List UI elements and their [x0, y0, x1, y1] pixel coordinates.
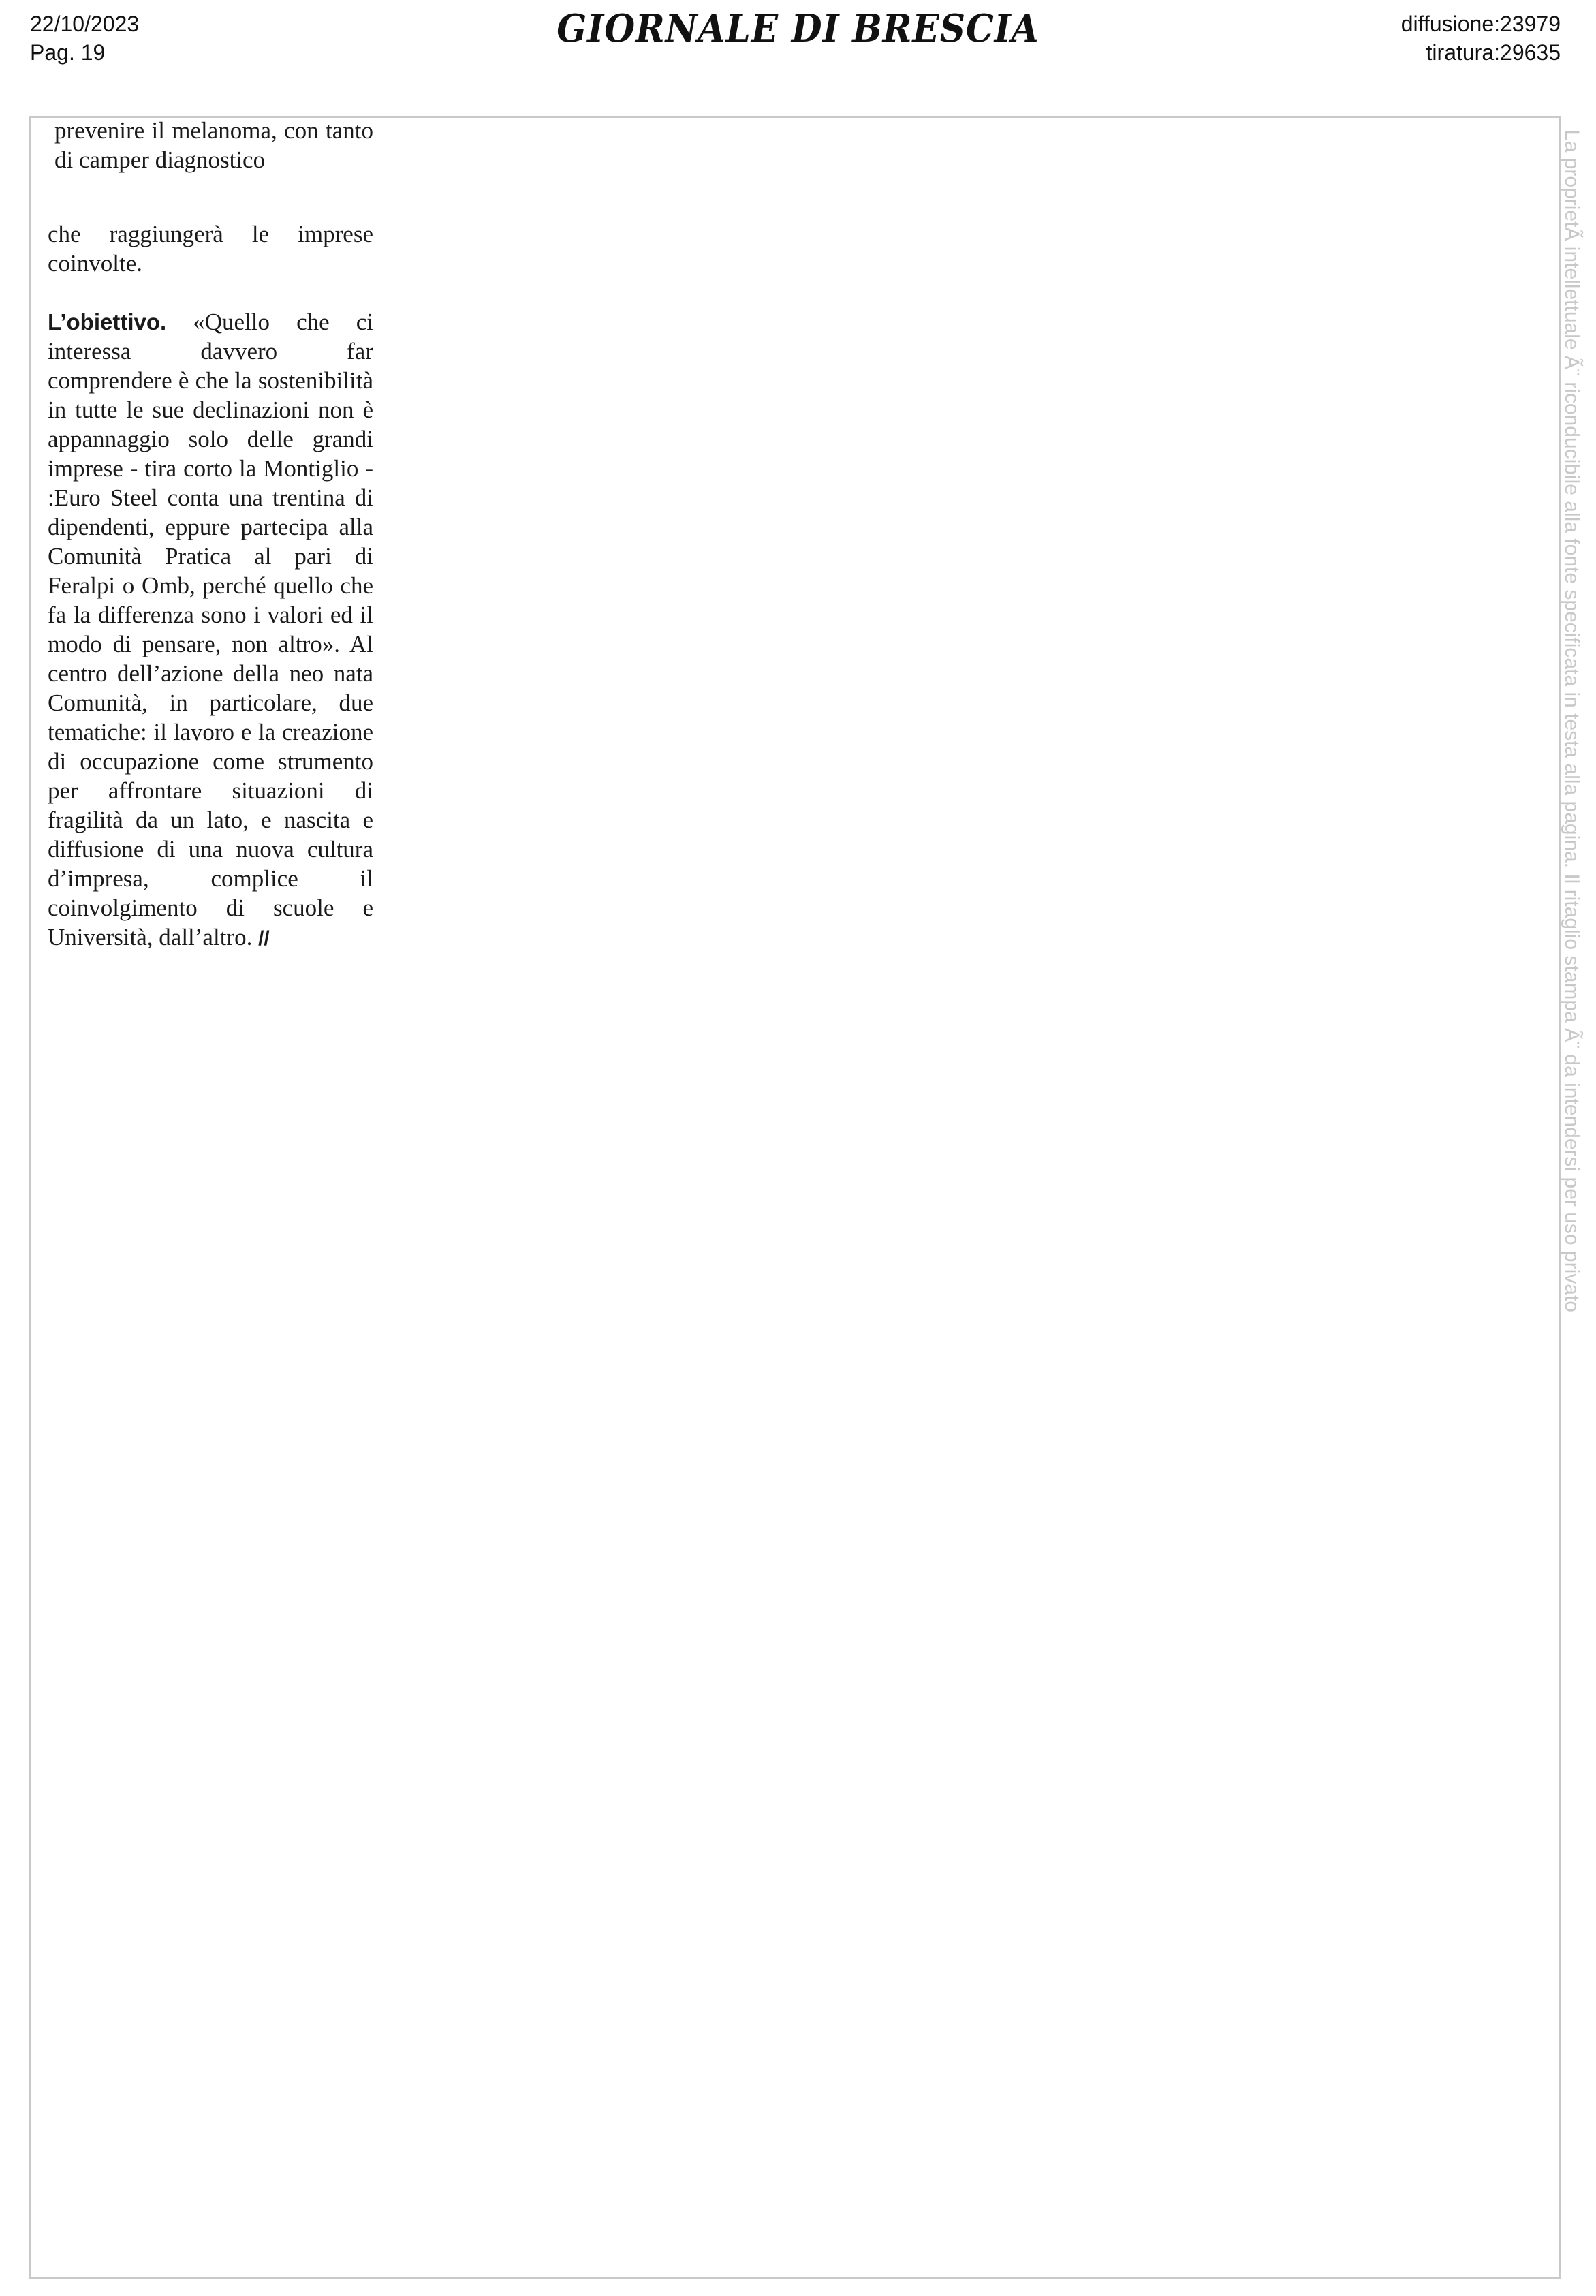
paragraph-gap [48, 278, 373, 307]
date-label: 22/10/2023 [30, 12, 140, 36]
end-mark: // [258, 927, 270, 950]
header-right [1401, 10, 1561, 67]
copyright-notice: La proprietÃ intellettuale Ã¨ riconducibile alla fonte specificata in testa alla pagina. Il ritaglio stampa Ã¨ da intendersi per uso privato [1561, 129, 1583, 1312]
diffusione-label: diffusione:23979 [1401, 12, 1561, 36]
paragraph-lead-in: L’obiettivo. [48, 309, 167, 335]
page-number: Pag. 19 [30, 40, 106, 65]
article-column [48, 116, 373, 953]
masthead-logo: GIORNALE DI BRESCIA [557, 6, 1039, 51]
paragraph-gap [48, 174, 373, 219]
article-body-text: «Quello che ci interessa davvero far comprendere è che la sostenibilità in tutte le sue declinazioni non è appannaggio solo delle grandi imprese - tira corto la Montiglio - :Euro Steel conta una trentina di dipendenti, eppure partecipa alla Comunità Pratica al pari di Feralpi o Omb, perché quello che fa la differenza sono i valori ed il modo di pensare, non altro». Al centro dell’azione della neo nata Comunità, in particolare, due tematiche: il lavoro e la creazione di occupazione come strumento per affrontare situazioni di fragilità da un lato, e nascita e diffusione di una nuova cultura d’impresa, complice il coinvolgimento di scuole e Università, dall’altro. [48, 309, 373, 950]
article-paragraph-main [48, 307, 373, 953]
article-paragraph-top: prevenire il melanoma, con tanto di camper diagnostico [54, 117, 373, 173]
tiratura-label: tiratura:29635 [1426, 40, 1561, 65]
article-paragraph-mid: che raggiungerà le imprese coinvolte. [48, 221, 373, 277]
